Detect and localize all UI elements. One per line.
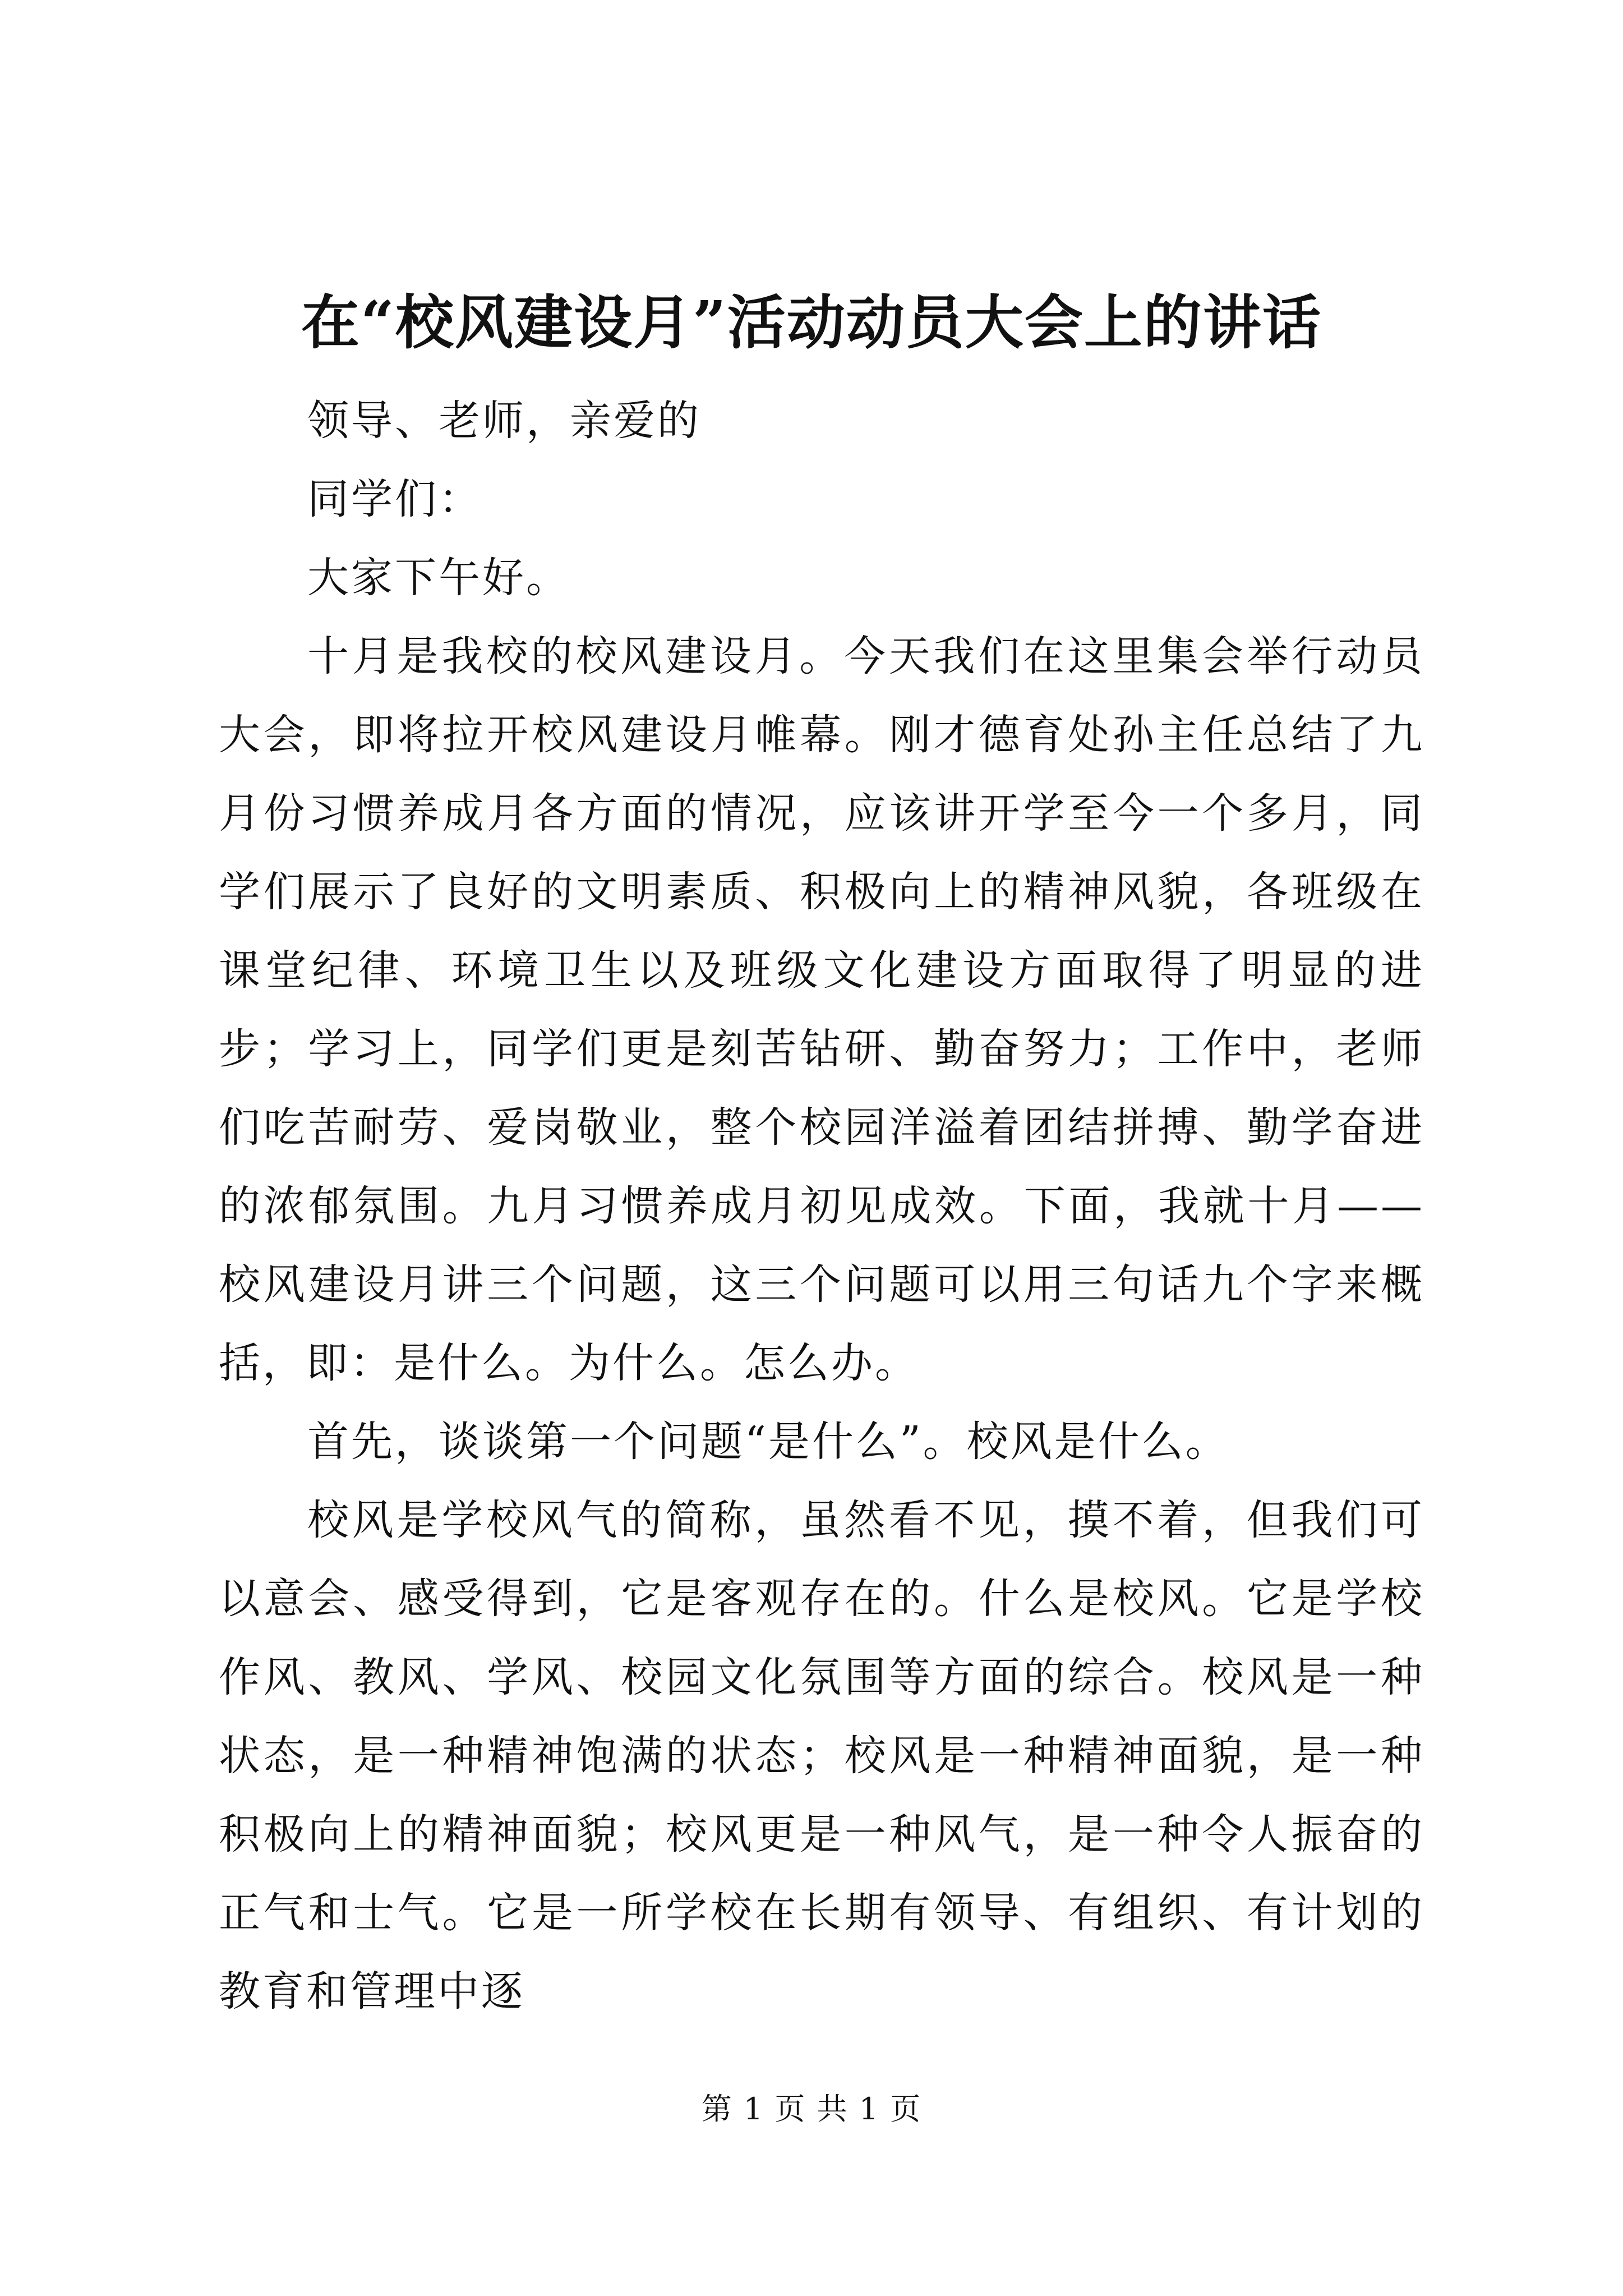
document-body: [219, 381, 1424, 2031]
document-title: 在“校风建设月”活动动员大会上的讲话: [301, 288, 1322, 357]
greeting-paragraph: 大家下午好。: [307, 554, 570, 602]
page-number-footer: 第 1 页 共 1 页: [701, 2091, 922, 2127]
body-paragraph: 首先，谈谈第一个问题“是什么”。校风是什么。: [307, 1418, 1229, 1466]
body-paragraph: 十月是我校的校风建设月。今天我们在这里集会举行动员大会，即将拉开校风建设月帷幕。刚才德育处孙主任总结了九月份习惯养成月各方面的情况，应该讲开学至今一个多月，同学们展示了良好的文明素质、积极向上的精神风貌，各班级在课堂纪律、环境卫生以及班级文化建设方面取得了明显的进步；学习上，同学们更是刻苦钻研、勤奋努力；工作中，老师们吃苦耐劳、爱岗敬业，整个校园洋溢着团结拼搏、勤学奋进的浓郁氛围。九月习惯养成月初见成效。下面，我就十月——校风建设月讲三个问题，这三个问题可以用三句话九个字来概括，即：是什么。为什么。怎么办。: [219, 632, 1424, 1387]
salutation-line-1: 领导、老师，亲爱的: [307, 397, 701, 445]
salutation-line-2: 同学们：: [307, 475, 482, 523]
body-paragraph: 校风是学校风气的简称，虽然看不见，摸不着，但我们可以意会、感受得到，它是客观存在的。什么是校风。它是学校作风、教风、学风、校园文化氛围等方面的综合。校风是一种状态，是一种精神饱满的状态；校风是一种精神面貌，是一种积极向上的精神面貌；校风更是一种风气，是一种令人振奋的正气和士气。它是一所学校在长期有领导、有组织、有计划的教育和管理中逐: [219, 1496, 1424, 2016]
